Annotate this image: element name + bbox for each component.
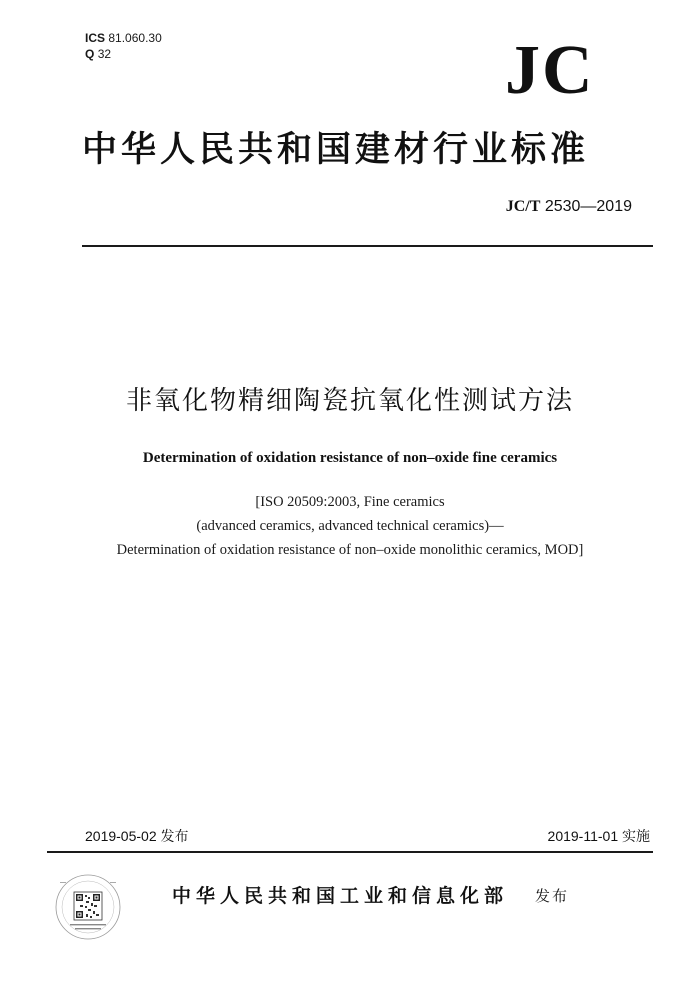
ics-label: ICS [85, 31, 106, 45]
issued-label: 发布 [535, 887, 570, 905]
ics-code [85, 30, 162, 46]
classification-codes [85, 30, 162, 62]
iso-reference-line: (advanced ceramics, advanced technical ceramics)— [196, 518, 504, 534]
ccs-code [85, 46, 162, 62]
jc-brand-mark: JC [505, 32, 595, 109]
iso-reference-line: [ISO 20509:2003, Fine ceramics [255, 494, 445, 510]
iso-reference [0, 490, 700, 562]
ccs-label: Q [85, 47, 95, 61]
issue-date: 2019-05-02 发布 [85, 828, 189, 844]
issuing-authority: 中华人民共和国工业和信息化部 [172, 885, 509, 907]
standard-number [506, 197, 632, 217]
iso-reference-line: Determination of oxidation resistance of non–oxide monolithic ceramics, MOD] [116, 542, 584, 558]
qr-code-stamp-icon [42, 872, 134, 942]
implementation-date: 2019-11-01 实施 [547, 828, 650, 844]
footer-divider [47, 851, 653, 853]
standard-number-prefix: JC/T [505, 198, 541, 215]
standard-number-value: 2530—2019 [544, 198, 632, 215]
ccs-value: 32 [97, 47, 112, 61]
standard-category: 中华人民共和国建材行业标准 [82, 129, 590, 170]
ics-value: 81.060.30 [108, 31, 162, 45]
document-title-en: Determination of oxidation resistance of non–oxide fine ceramics [142, 450, 558, 466]
header-divider [82, 245, 653, 247]
document-title-cn: 非氧化物精细陶瓷抗氧化性测试方法 [125, 386, 574, 416]
